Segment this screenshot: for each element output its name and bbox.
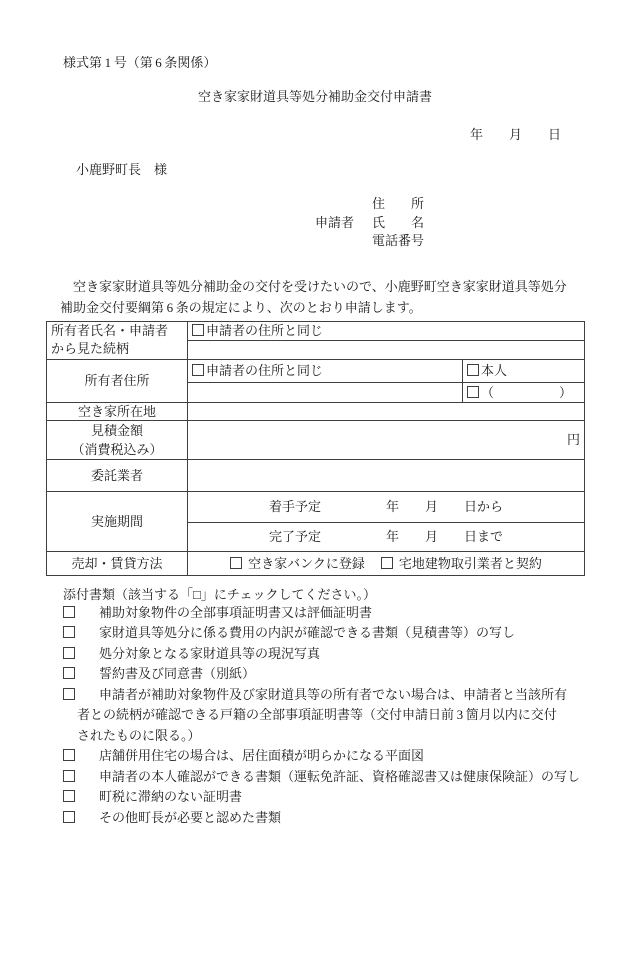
akiya-bank-checkbox-icon[interactable]	[230, 557, 242, 569]
attachment-item	[63, 603, 630, 624]
attachment-label: 補助対象物件の全部事項証明書又は評価証明書	[99, 604, 373, 620]
option-akiya-bank	[230, 557, 365, 570]
same-as-applicant-label: 申請者の住所と同じ	[206, 323, 324, 338]
attachment-label: 店舗併用住宅の場合は、居住面積が明らかになる平面図	[99, 748, 425, 763]
attachment-label: 申請者が補助対象物件及び家財道具等の所有者でない場合は、申請者と当該所有	[99, 686, 568, 702]
applicant-block	[315, 195, 630, 251]
other-checkbox-icon[interactable]	[467, 386, 479, 398]
attachment-item	[63, 787, 630, 808]
applicant-label-spacer	[315, 232, 372, 251]
owner-relation-same-cell	[188, 321, 585, 340]
owner-address-label: 所有者住所	[47, 359, 188, 402]
attachment-checkbox-icon[interactable]	[63, 790, 75, 802]
attachment-label: 処分対象となる家財道具等の現況写真	[99, 645, 321, 661]
form-number: 様式第 1 号（第 6 条関係）	[63, 55, 217, 70]
owner-relation-label: 所有者氏名・申請者 から見た続柄	[47, 321, 188, 359]
owner-other-cell	[463, 382, 585, 402]
attachment-item	[63, 808, 630, 829]
attachment-label: 者との続柄が確認できる戸籍の全部事項証明書等（交付申請日前 3 箇月以内に交付	[77, 707, 557, 722]
attachment-label: 町税に滞納のない証明書	[99, 789, 243, 804]
attachment-checkbox-icon[interactable]	[63, 647, 75, 659]
applicant-phone-row	[315, 232, 630, 251]
realtor-contract-label: 宅地建物取引業者と契約	[398, 555, 542, 571]
attachment-checkbox-icon[interactable]	[63, 811, 75, 823]
intro-paragraph: 空き家家財道具等処分補助金の交付を受けたいので、小鹿野町空き家家財道具等処分補助金交付要綱第 6 条の規定により、次のとおり申請します。	[60, 278, 567, 315]
contractor-label: 委託業者	[47, 459, 188, 491]
attachments-heading: 添付書類（該当する「□」にチェックしてください。）	[63, 586, 376, 602]
same-as-applicant-label: 申請者の住所と同じ	[206, 363, 324, 378]
other-label: （ ）	[481, 384, 573, 400]
attachment-item-continuation	[77, 726, 630, 747]
same-as-applicant-checkbox-icon[interactable]	[192, 324, 204, 336]
vacant-house-location-label: 空き家所在地	[47, 402, 188, 420]
period-start-input[interactable]: 着手予定 年 月 日から	[188, 491, 585, 522]
period-end-input[interactable]: 完了予定 年 月 日まで	[188, 522, 585, 551]
name-label: 氏 名	[372, 214, 425, 230]
sale-rental-label: 売却・賃貸方法	[47, 551, 188, 575]
row-period-start	[47, 491, 585, 522]
option-realtor-contract	[381, 557, 542, 570]
owner-self-cell	[463, 359, 585, 382]
owner-relation-input[interactable]	[188, 340, 585, 359]
attachment-label: その他町長が必要と認めた書類	[99, 809, 282, 825]
attachment-checkbox-icon[interactable]	[63, 770, 75, 782]
applicant-address-row	[315, 195, 630, 214]
attachment-item	[63, 767, 630, 788]
phone-label: 電話番号	[372, 233, 425, 248]
row-sale-rental	[47, 551, 585, 575]
contractor-input[interactable]	[188, 459, 585, 491]
address-label: 住 所	[372, 196, 425, 211]
akiya-bank-label: 空き家バンクに登録	[248, 555, 365, 571]
applicant-label-spacer	[315, 195, 372, 214]
attachments-list	[0, 603, 630, 829]
attachment-item	[63, 644, 630, 665]
sale-rental-options	[188, 551, 585, 575]
applicant-name-row	[315, 214, 630, 233]
row-vacant-house-location	[47, 402, 585, 420]
attachment-checkbox-icon[interactable]	[63, 749, 75, 761]
attachment-checkbox-icon[interactable]	[63, 606, 75, 618]
attachment-checkbox-icon[interactable]	[63, 688, 75, 700]
owner-address-same-cell	[188, 359, 463, 382]
attachment-item	[63, 664, 630, 685]
application-table	[46, 321, 585, 576]
attachment-item	[63, 746, 630, 767]
attachment-label: されたものに限る。）	[77, 727, 201, 743]
same-as-applicant-checkbox-icon[interactable]	[192, 364, 204, 376]
self-checkbox-icon[interactable]	[467, 364, 479, 376]
row-owner-relation	[47, 321, 585, 340]
row-owner-address	[47, 359, 585, 382]
addressee: 小鹿野町長 様	[76, 162, 168, 177]
period-label: 実施期間	[47, 491, 188, 551]
row-estimate-amount	[47, 420, 585, 459]
owner-address-input[interactable]	[188, 382, 463, 402]
row-contractor	[47, 459, 585, 491]
date-line: 年 月 日	[469, 127, 561, 142]
estimate-amount-label: 見積金額 （消費税込み）	[47, 420, 188, 459]
attachment-checkbox-icon[interactable]	[63, 667, 75, 679]
form-title: 空き家家財道具等処分補助金交付申請書	[197, 89, 432, 104]
estimate-amount-input[interactable]	[188, 420, 585, 459]
attachment-label: 申請者の本人確認ができる書類（運転免許証、資格確認書又は健康保険証）の写し	[99, 768, 581, 784]
realtor-contract-checkbox-icon[interactable]	[381, 557, 393, 569]
attachment-item	[63, 623, 630, 644]
attachment-label: 家財道具等処分に係る費用の内訳が確認できる書類（見積書等）の写し	[99, 625, 516, 640]
attachment-item	[63, 685, 630, 706]
vacant-house-location-input[interactable]	[188, 402, 585, 420]
yen-unit: 円	[567, 432, 581, 447]
attachment-checkbox-icon[interactable]	[63, 626, 75, 638]
attachment-item-continuation	[77, 705, 630, 726]
applicant-label: 申請者	[315, 214, 355, 230]
attachment-label: 誓約書及び同意書（別紙）	[99, 666, 256, 681]
self-label: 本人	[481, 363, 508, 378]
